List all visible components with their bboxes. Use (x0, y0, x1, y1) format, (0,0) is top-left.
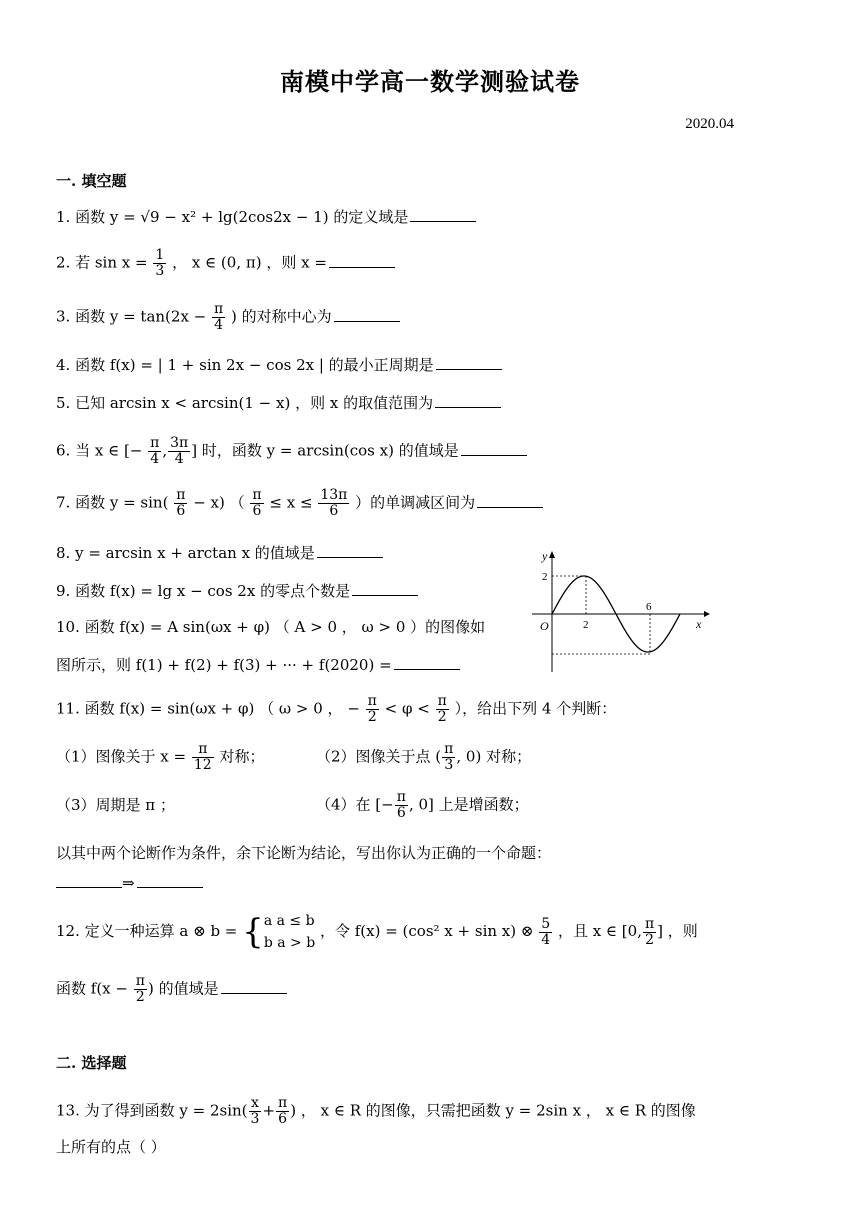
answer-blank (352, 581, 418, 596)
answer-blank (56, 873, 122, 888)
question-10-text: 图所示，则 f(1) + f(2) + f(3) + ··· + f(2020) = (56, 656, 392, 674)
answer-blank (461, 441, 527, 456)
brace: { (242, 912, 264, 952)
question-10-line-1: 10. 函数 f(x) = A sin(ωx + φ) （ A > 0 ， ω > 0 ）的图像如 (56, 618, 486, 636)
fraction: $\frac{\pi}{4}$ (214, 301, 224, 333)
question-4-text: 4. 函数 f(x) = | 1 + sin 2x − cos 2x | 的最小正周期是 (56, 356, 434, 374)
fraction: $\frac{3\pi}{4}$ (170, 435, 189, 467)
answer-blank (435, 393, 501, 408)
question-13-text: 13. 为了得到函数 y = 2sin( (56, 1101, 248, 1120)
question-11-instruction: 以其中两个论断作为条件，余下论断为结论，写出你认为正确的一个命题： (56, 844, 552, 862)
question-6-text: 6. 当 x ∈ [− (56, 441, 143, 460)
answer-blank (477, 493, 543, 508)
answer-blank (221, 979, 287, 994)
question-5 (56, 392, 501, 414)
question-11-option-2: （2）图像关于点 ( $\frac{\pi}{3}$ , 0) 对称； (316, 741, 532, 773)
answer-blank (436, 355, 502, 370)
question-12-text: 12. 定义一种运算 a ⊗ b = (56, 922, 238, 940)
answer-blank (137, 873, 203, 888)
question-3-text: 3. 函数 y = tan(2x − (56, 307, 207, 326)
question-11-text-post: ），给出下列 4 个判断： (454, 699, 617, 718)
question-11-option-3: （3）周期是 π ； (56, 796, 175, 814)
question-7-text: 7. 函数 y = sin( (56, 493, 169, 512)
fraction: $\frac{13\pi}{6}$ (320, 487, 348, 519)
y-axis-label: y (542, 549, 548, 563)
question-8 (56, 542, 383, 564)
question-3 (56, 302, 400, 333)
fraction: $\frac{1}{3}$ (155, 247, 165, 279)
fraction: $\frac{\pi}{6}$ (176, 487, 186, 519)
question-5-text: 5. 已知 arcsin x < arcsin(1 − x) ，则 x 的取值范围为 (56, 394, 434, 412)
x-tick-label-2: 6 (646, 601, 652, 613)
question-2 (56, 248, 395, 279)
exam-date: 2020.04 (685, 116, 734, 132)
fraction: $\frac{\pi}{3}$ (444, 741, 454, 773)
question-11-answer (56, 872, 203, 894)
y-axis-arrow (549, 551, 555, 558)
fraction: $\frac{x}{3}$ (250, 1095, 260, 1127)
question-6: 6. 当 x ∈ [− $\frac{\pi}{4}$ , $\frac{3\pi}{4}$ ] 时，函数 y = arcsin(cos x) 的值域是 (56, 436, 527, 467)
page-title: 南模中学高一数学测验试卷 (280, 67, 580, 96)
section-multiple-choice: 二. 选择题 (56, 1054, 127, 1072)
answer-blank (329, 253, 395, 268)
piecewise-cases: a a ≤ b b a > b (263, 913, 316, 951)
answer-blank (410, 207, 476, 222)
question-7-text-post: ）的单调减区间为 (355, 493, 476, 512)
fraction: $\frac{\pi}{2}$ (437, 693, 447, 725)
fraction: $\frac{\pi}{6}$ (396, 789, 406, 821)
question-13-line-2: 上所有的点（ ） (56, 1138, 166, 1156)
question-1 (56, 206, 476, 228)
question-11-option-1: （1）图像关于 x = $\frac{\pi}{12}$ 对称； (56, 741, 265, 773)
fraction: $\frac{\pi}{6}$ (252, 487, 262, 519)
question-7: 7. 函数 y = sin( $\frac{\pi}{6}$ − x) （ $\frac{\pi}{6}$ ≤ x ≤ $\frac{13\pi}{6}$ ）的单调减区间为 (56, 488, 543, 519)
implies-arrow: ⇒ (122, 874, 135, 892)
question-4 (56, 354, 502, 376)
answer-blank (334, 307, 400, 322)
question-12-line-2: 函数 f(x − $\frac{\pi}{2}$ ) 的值域是 (56, 974, 287, 1005)
fraction: $\frac{\pi}{12}$ (193, 741, 212, 773)
fraction: $\frac{\pi}{2}$ (644, 915, 655, 948)
answer-blank (317, 543, 383, 558)
origin-label: O (540, 619, 549, 633)
question-2-text-post: ， x ∈ (0, π) ，则 x = (172, 253, 327, 272)
fraction: $\frac{\pi}{4}$ (150, 435, 160, 467)
sine-graph (528, 548, 718, 674)
question-10-line-2 (56, 654, 460, 676)
question-3-text-post: ) 的对称中心为 (231, 307, 332, 326)
question-13: 13. 为了得到函数 y = 2sin( $\frac{x}{3}$ + $\frac{\pi}{6}$ ) ， x ∈ R 的图像，只需把函数 y = 2sin x ， x ∈ R 的图像 (56, 1095, 696, 1127)
question-12: 12. 定义一种运算 a ⊗ b = { a a ≤ b b a > b ，令 f(x) = (cos² x + sin x) ⊗ $\frac{5}{4}$ ，且 x ∈ [0, $\frac{\pi}{2}$ ] ，则 (56, 912, 698, 952)
question-11-text: 11. 函数 f(x) = sin(ωx + φ) （ ω > 0 ， − (56, 699, 360, 718)
x-axis-arrow (704, 611, 710, 617)
question-6-text-post: ] 时，函数 y = arcsin(cos x) 的值域是 (191, 441, 459, 460)
question-11-option-4: （4）在 [− $\frac{\pi}{6}$ , 0] 上是增函数； (316, 789, 529, 821)
answer-blank (394, 655, 460, 670)
question-8-text: 8. y = arcsin x + arctan x 的值域是 (56, 544, 315, 562)
x-tick-label-1: 2 (583, 619, 589, 631)
y-tick-label: 2 (542, 571, 548, 583)
question-2-text: 2. 若 sin x = (56, 253, 148, 272)
x-axis-label: x (696, 617, 702, 631)
section-fill-blank: 一. 填空题 (56, 172, 127, 190)
question-1-text: 1. 函数 y = √9 − x² + lg(2cos2x − 1) 的定义域是 (56, 208, 409, 226)
question-9-text: 9. 函数 f(x) = lg x − cos 2x 的零点个数是 (56, 582, 351, 600)
fraction: $\frac{\pi}{2}$ (135, 973, 145, 1005)
question-11: 11. 函数 f(x) = sin(ωx + φ) （ ω > 0 ， − $\frac{\pi}{2}$ < φ < $\frac{\pi}{2}$ ），给出下列 4 个判断： (56, 693, 617, 725)
fraction: $\frac{\pi}{6}$ (278, 1095, 288, 1127)
fraction: $\frac{\pi}{2}$ (367, 693, 377, 725)
fraction: $\frac{5}{4}$ (541, 915, 551, 948)
question-9 (56, 580, 418, 602)
